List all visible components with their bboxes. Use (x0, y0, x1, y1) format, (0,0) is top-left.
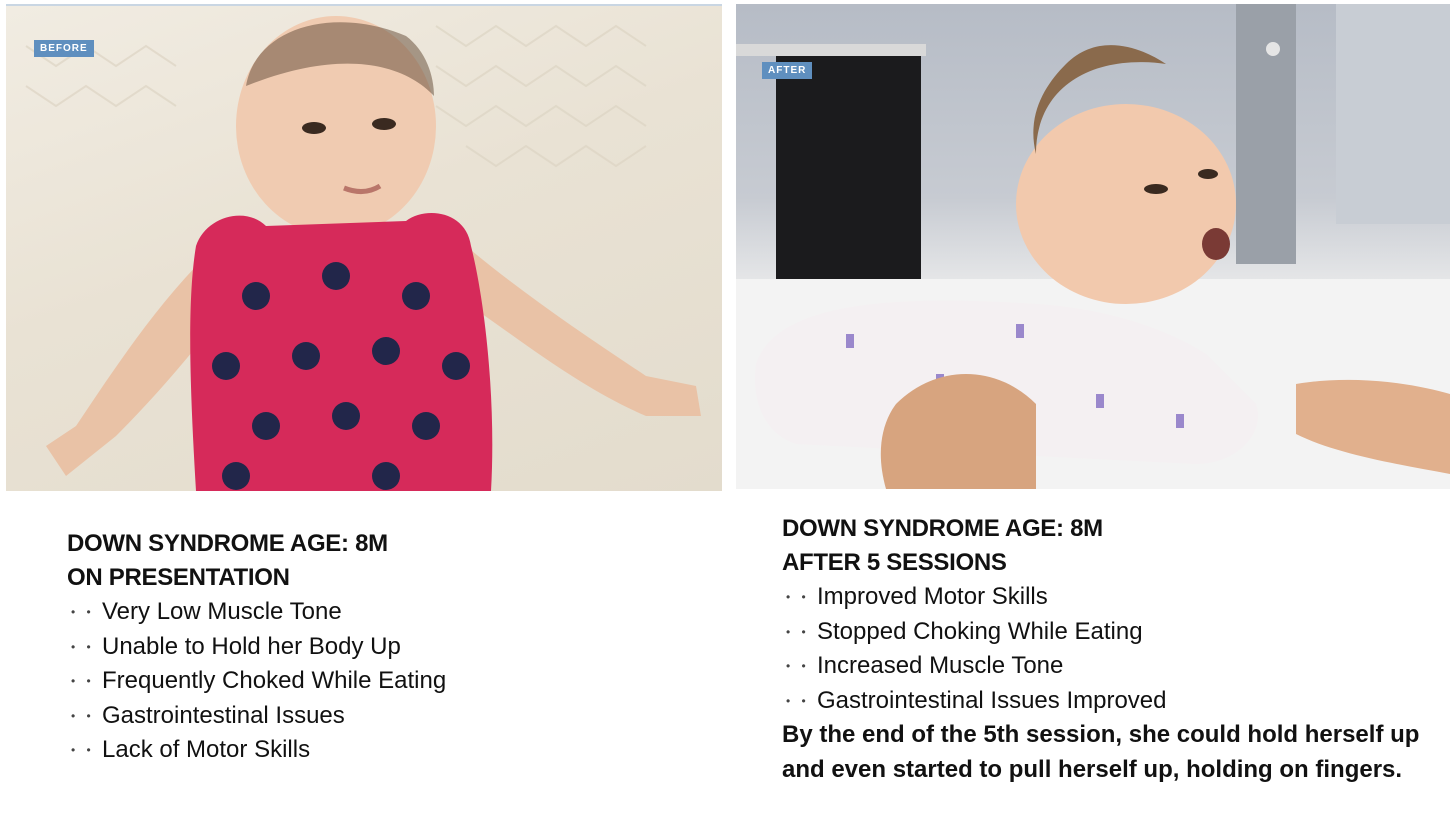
list-item-label: Gastrointestinal Issues Improved (817, 686, 1167, 714)
bullet-icon: • • (786, 590, 810, 604)
bullet-icon: • • (71, 708, 95, 723)
list-item-label: Increased Muscle Tone (817, 652, 1064, 679)
list-item-label: Frequently Choked While Eating (102, 667, 447, 694)
after-description-panel (782, 512, 1442, 787)
list-item (67, 630, 707, 665)
list-item-label: Very Low Muscle Tone (102, 598, 342, 625)
bullet-icon: • • (71, 674, 95, 688)
after-heading-stage: AFTER 5 SESSIONS (782, 549, 1007, 576)
after-summary: By the end of the 5th session, she could hold herself up and even started to pull herself up, holding on fingers. (782, 721, 1420, 783)
bullet-icon: • • (71, 743, 95, 757)
list-item (782, 684, 1442, 719)
list-item (67, 699, 707, 734)
list-item (67, 595, 707, 630)
list-item (782, 649, 1442, 684)
before-heading-age: DOWN SYNDROME AGE: 8M (67, 530, 388, 557)
before-heading-stage: ON PRESENTATION (67, 564, 290, 591)
bullet-icon: • • (786, 624, 810, 639)
bullet-icon: • • (786, 693, 810, 708)
bullet-icon: • • (71, 639, 95, 654)
after-photo (736, 4, 1450, 489)
after-badge: AFTER (762, 62, 812, 79)
before-description-panel (67, 527, 707, 768)
list-item (782, 615, 1442, 650)
list-item-label: Stopped Choking While Eating (817, 617, 1143, 645)
after-improvement-list (782, 580, 1442, 718)
list-item (67, 733, 707, 768)
list-item-label: Unable to Hold her Body Up (102, 632, 401, 660)
list-item-label: Improved Motor Skills (817, 583, 1048, 610)
before-symptom-list (67, 595, 707, 768)
before-badge: BEFORE (34, 40, 94, 57)
list-item-label: Lack of Motor Skills (102, 736, 311, 763)
bullet-icon: • • (71, 605, 95, 619)
before-photo (6, 4, 722, 491)
baby-tummy-time-illustration (736, 4, 1450, 489)
after-heading-age: DOWN SYNDROME AGE: 8M (782, 515, 1103, 542)
list-item (67, 664, 707, 699)
baby-lying-illustration (6, 6, 722, 491)
list-item (782, 580, 1442, 615)
list-item-label: Gastrointestinal Issues (102, 701, 345, 729)
bullet-icon: • • (786, 659, 810, 673)
